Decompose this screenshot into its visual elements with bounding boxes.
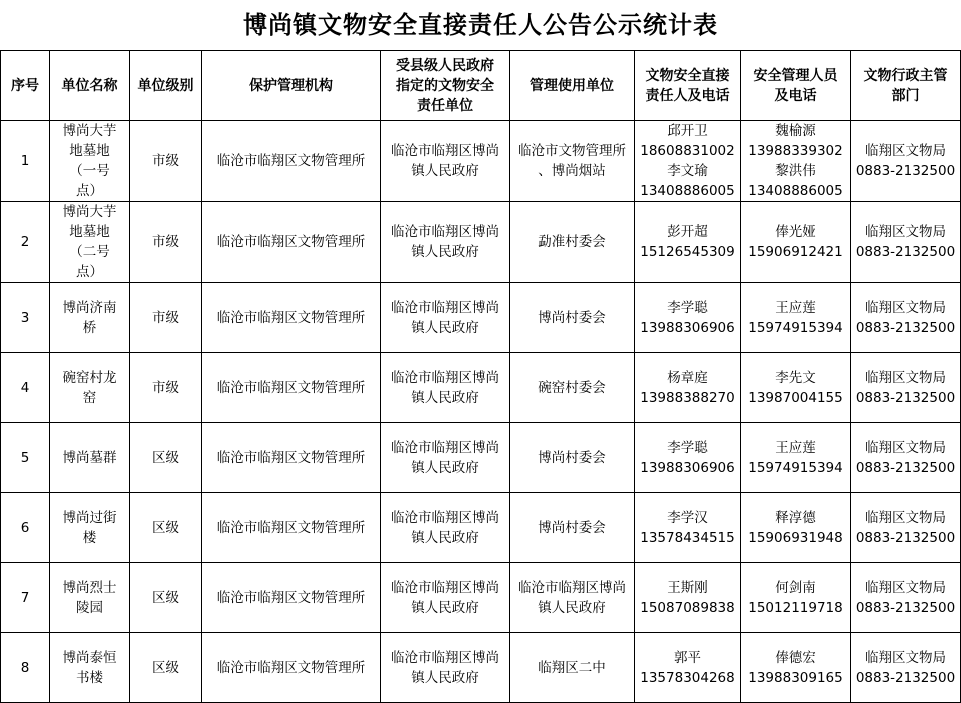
heritage-table xyxy=(0,50,961,703)
cell-admin-dept xyxy=(851,202,961,283)
cell-admin-dept-line: 0883-2132500 xyxy=(855,389,956,406)
table-row xyxy=(1,353,961,423)
cell-safety-person-line: 李先文 xyxy=(775,369,816,386)
cell-safety-person xyxy=(741,633,851,703)
cell-gov-unit xyxy=(381,353,510,423)
cell-gov-unit-line: 临沧市临翔区博尚 xyxy=(391,579,499,596)
cell-use-unit xyxy=(510,283,635,353)
cell-direct-person xyxy=(635,283,741,353)
cell-use-unit-line: 博尚村委会 xyxy=(538,309,606,326)
table-row xyxy=(1,423,961,493)
cell-gov-unit-line: 镇人民政府 xyxy=(411,163,479,179)
cell-unit-name xyxy=(50,563,130,633)
table-row xyxy=(1,121,961,202)
cell-gov-unit xyxy=(381,493,510,563)
cell-gov-unit xyxy=(381,423,510,493)
cell-gov-unit-line: 临沧市临翔区博尚 xyxy=(391,299,499,316)
cell-unit-name-line: 碗窑村龙 xyxy=(62,369,117,386)
cell-use-unit-line: 镇人民政府 xyxy=(538,599,606,616)
cell-admin-dept xyxy=(851,633,961,703)
cell-unit-name xyxy=(50,493,130,563)
table-row xyxy=(1,493,961,563)
header-row xyxy=(1,51,961,121)
cell-admin-dept-line: 0883-2132500 xyxy=(855,529,956,546)
cell-unit-name xyxy=(50,353,130,423)
cell-admin-dept-line: 临翔区文物局 xyxy=(865,143,946,159)
cell-gov-unit xyxy=(381,202,510,283)
cell-direct-person-line: 18608831002 xyxy=(640,143,735,159)
cell-admin-dept-line: 0883-2132500 xyxy=(855,163,956,179)
cell-unit-level: 市级 xyxy=(130,353,202,423)
cell-safety-person-line: 何剑南 xyxy=(775,579,816,596)
cell-direct-person-line: 13578434515 xyxy=(640,529,735,546)
cell-direct-person-line: 13408886005 xyxy=(640,183,735,199)
cell-use-unit-line: 临沧市临翔区博尚 xyxy=(518,579,626,596)
cell-unit-name-line: 博尚泰恒 xyxy=(62,649,117,666)
cell-unit-name-line: 地墓地 xyxy=(69,224,110,240)
cell-unit-name-line: 地墓地 xyxy=(69,143,110,159)
cell-direct-person-line: 杨章庭 xyxy=(667,369,708,386)
cell-safety-person-line: 王应莲 xyxy=(775,439,816,456)
cell-safety-person-line: 俸德宏 xyxy=(775,649,816,666)
cell-direct-person xyxy=(635,121,741,202)
header-direct-person: 文物安全直接 责任人及电话 xyxy=(635,51,741,121)
cell-direct-person-line: 李学聪 xyxy=(667,439,708,456)
cell-safety-person xyxy=(741,121,851,202)
cell-admin-dept-line: 0883-2132500 xyxy=(855,319,956,336)
cell-protect-org: 临沧市临翔区文物管理所 xyxy=(202,493,381,563)
cell-gov-unit-line: 镇人民政府 xyxy=(411,529,479,546)
cell-protect-org: 临沧市临翔区文物管理所 xyxy=(202,423,381,493)
cell-no: 7 xyxy=(1,563,50,633)
cell-admin-dept-line: 临翔区文物局 xyxy=(865,224,946,240)
cell-unit-name-line: 窑 xyxy=(82,389,97,406)
cell-direct-person-line: 王斯刚 xyxy=(667,579,708,596)
cell-direct-person-line: 13578304268 xyxy=(640,669,735,686)
header-protect-org: 保护管理机构 xyxy=(202,51,381,121)
cell-safety-person xyxy=(741,202,851,283)
cell-use-unit-line: 临沧市文物管理所 xyxy=(518,143,626,159)
cell-unit-name-line: 楼 xyxy=(82,529,97,546)
cell-direct-person-line: 李文瑜 xyxy=(667,163,708,179)
cell-use-unit-line: 碗窑村委会 xyxy=(538,379,606,396)
cell-no: 5 xyxy=(1,423,50,493)
cell-direct-person-line: 李学聪 xyxy=(667,299,708,316)
cell-direct-person xyxy=(635,202,741,283)
cell-direct-person-line: 13988306906 xyxy=(640,319,735,336)
cell-safety-person-line: 15012119718 xyxy=(748,599,843,616)
cell-safety-person-line: 王应莲 xyxy=(775,299,816,316)
cell-safety-person-line: 15906912421 xyxy=(748,244,843,260)
cell-unit-name-line: （二号 xyxy=(69,244,110,260)
cell-use-unit-line: 博尚村委会 xyxy=(538,449,606,466)
cell-unit-name xyxy=(50,283,130,353)
cell-protect-org: 临沧市临翔区文物管理所 xyxy=(202,202,381,283)
cell-safety-person-line: 魏榆源 xyxy=(775,123,816,139)
cell-protect-org: 临沧市临翔区文物管理所 xyxy=(202,633,381,703)
cell-admin-dept xyxy=(851,563,961,633)
cell-unit-name-line: （一号 xyxy=(69,163,110,179)
cell-gov-unit xyxy=(381,283,510,353)
cell-unit-level: 区级 xyxy=(130,493,202,563)
cell-use-unit-line: 勐准村委会 xyxy=(538,234,606,250)
header-gov-unit: 受县级人民政府 指定的文物安全 责任单位 xyxy=(381,51,510,121)
table-body xyxy=(1,121,961,703)
cell-use-unit xyxy=(510,563,635,633)
cell-unit-name-line: 博尚过街 xyxy=(62,509,117,526)
cell-use-unit xyxy=(510,121,635,202)
cell-gov-unit xyxy=(381,633,510,703)
cell-admin-dept-line: 临翔区文物局 xyxy=(865,649,946,666)
cell-direct-person-line: 彭开超 xyxy=(667,224,708,240)
cell-unit-name-line: 博尚济南 xyxy=(62,299,117,316)
table-row xyxy=(1,633,961,703)
cell-unit-name-line: 点） xyxy=(76,264,103,280)
cell-direct-person-line: 李学汉 xyxy=(667,509,708,526)
cell-safety-person-line: 13988339302 xyxy=(748,143,843,159)
cell-direct-person xyxy=(635,423,741,493)
cell-gov-unit-line: 临沧市临翔区博尚 xyxy=(391,649,499,666)
cell-safety-person-line: 黎洪伟 xyxy=(775,163,816,179)
cell-safety-person xyxy=(741,353,851,423)
cell-admin-dept xyxy=(851,353,961,423)
cell-admin-dept xyxy=(851,493,961,563)
cell-gov-unit-line: 临沧市临翔区博尚 xyxy=(391,439,499,456)
cell-direct-person xyxy=(635,353,741,423)
cell-unit-level: 市级 xyxy=(130,283,202,353)
cell-gov-unit-line: 镇人民政府 xyxy=(411,599,479,616)
table-row xyxy=(1,563,961,633)
cell-no: 3 xyxy=(1,283,50,353)
cell-use-unit xyxy=(510,353,635,423)
cell-unit-level: 区级 xyxy=(130,563,202,633)
table-row xyxy=(1,283,961,353)
cell-unit-level: 区级 xyxy=(130,633,202,703)
cell-admin-dept-line: 临翔区文物局 xyxy=(865,509,946,526)
header-unit-level: 单位级别 xyxy=(130,51,202,121)
cell-gov-unit-line: 镇人民政府 xyxy=(411,389,479,406)
cell-unit-level: 市级 xyxy=(130,202,202,283)
cell-direct-person-line: 13988388270 xyxy=(640,389,735,406)
cell-no: 8 xyxy=(1,633,50,703)
cell-admin-dept-line: 0883-2132500 xyxy=(855,599,956,616)
cell-unit-name-line: 博尚烈士 xyxy=(62,579,117,596)
cell-admin-dept xyxy=(851,423,961,493)
cell-use-unit xyxy=(510,202,635,283)
cell-safety-person xyxy=(741,493,851,563)
cell-admin-dept-line: 0883-2132500 xyxy=(855,669,956,686)
cell-gov-unit xyxy=(381,121,510,202)
cell-unit-name xyxy=(50,423,130,493)
cell-direct-person xyxy=(635,563,741,633)
cell-protect-org: 临沧市临翔区文物管理所 xyxy=(202,283,381,353)
cell-safety-person-line: 13408886005 xyxy=(748,183,843,199)
cell-protect-org: 临沧市临翔区文物管理所 xyxy=(202,353,381,423)
cell-use-unit-line: 博尚村委会 xyxy=(538,519,606,536)
cell-unit-name-line: 博尚大芋 xyxy=(62,204,117,220)
cell-unit-name-line: 博尚大芋 xyxy=(62,123,117,139)
cell-unit-name xyxy=(50,202,130,283)
cell-direct-person-line: 邱开卫 xyxy=(667,123,708,139)
cell-safety-person-line: 13988309165 xyxy=(748,669,843,686)
header-safety-person: 安全管理人员 及电话 xyxy=(741,51,851,121)
cell-admin-dept-line: 临翔区文物局 xyxy=(865,439,946,456)
table-row xyxy=(1,202,961,283)
cell-admin-dept xyxy=(851,283,961,353)
cell-admin-dept xyxy=(851,121,961,202)
cell-unit-name xyxy=(50,121,130,202)
cell-safety-person xyxy=(741,283,851,353)
cell-unit-name-line: 陵园 xyxy=(76,599,103,616)
cell-unit-name-line: 博尚墓群 xyxy=(62,449,117,466)
cell-admin-dept-line: 临翔区文物局 xyxy=(865,579,946,596)
cell-admin-dept-line: 临翔区文物局 xyxy=(865,369,946,386)
cell-unit-name xyxy=(50,633,130,703)
cell-gov-unit-line: 临沧市临翔区博尚 xyxy=(391,224,499,240)
cell-gov-unit-line: 镇人民政府 xyxy=(411,319,479,336)
cell-direct-person-line: 13988306906 xyxy=(640,459,735,476)
cell-safety-person xyxy=(741,423,851,493)
header-no: 序号 xyxy=(1,51,50,121)
cell-unit-level: 区级 xyxy=(130,423,202,493)
cell-no: 4 xyxy=(1,353,50,423)
cell-direct-person xyxy=(635,493,741,563)
cell-safety-person xyxy=(741,563,851,633)
header-admin-dept: 文物行政主管 部门 xyxy=(851,51,961,121)
cell-gov-unit-line: 临沧市临翔区博尚 xyxy=(391,369,499,386)
cell-gov-unit-line: 临沧市临翔区博尚 xyxy=(391,143,499,159)
cell-admin-dept-line: 临翔区文物局 xyxy=(865,299,946,316)
cell-no: 6 xyxy=(1,493,50,563)
cell-admin-dept-line: 0883-2132500 xyxy=(855,244,956,260)
cell-use-unit xyxy=(510,493,635,563)
page-title: 博尚镇文物安全直接责任人公告公示统计表 xyxy=(243,10,718,39)
cell-direct-person-line: 15087089838 xyxy=(640,599,735,616)
cell-unit-name-line: 桥 xyxy=(82,319,97,336)
cell-unit-level: 市级 xyxy=(130,121,202,202)
cell-safety-person-line: 13987004155 xyxy=(748,389,843,406)
cell-use-unit-line: 临翔区二中 xyxy=(538,659,606,676)
cell-direct-person-line: 郭平 xyxy=(674,649,701,666)
cell-protect-org: 临沧市临翔区文物管理所 xyxy=(202,563,381,633)
cell-unit-name-line: 书楼 xyxy=(76,669,103,686)
cell-gov-unit xyxy=(381,563,510,633)
header-unit-name: 单位名称 xyxy=(50,51,130,121)
cell-gov-unit-line: 镇人民政府 xyxy=(411,459,479,476)
cell-safety-person-line: 15974915394 xyxy=(748,319,843,336)
cell-protect-org: 临沧市临翔区文物管理所 xyxy=(202,121,381,202)
cell-direct-person-line: 15126545309 xyxy=(640,244,735,260)
cell-gov-unit-line: 临沧市临翔区博尚 xyxy=(391,509,499,526)
cell-safety-person-line: 15906931948 xyxy=(748,529,843,546)
cell-safety-person-line: 俸光娅 xyxy=(775,224,816,240)
cell-gov-unit-line: 镇人民政府 xyxy=(411,669,479,686)
header-use-unit: 管理使用单位 xyxy=(510,51,635,121)
cell-no: 2 xyxy=(1,202,50,283)
cell-admin-dept-line: 0883-2132500 xyxy=(855,459,956,476)
cell-use-unit xyxy=(510,633,635,703)
cell-no: 1 xyxy=(1,121,50,202)
cell-direct-person xyxy=(635,633,741,703)
cell-unit-name-line: 点） xyxy=(76,183,103,199)
cell-gov-unit-line: 镇人民政府 xyxy=(411,244,479,260)
cell-safety-person-line: 释淳德 xyxy=(775,509,816,526)
cell-safety-person-line: 15974915394 xyxy=(748,459,843,476)
cell-use-unit xyxy=(510,423,635,493)
cell-use-unit-line: 、博尚烟站 xyxy=(538,163,606,179)
